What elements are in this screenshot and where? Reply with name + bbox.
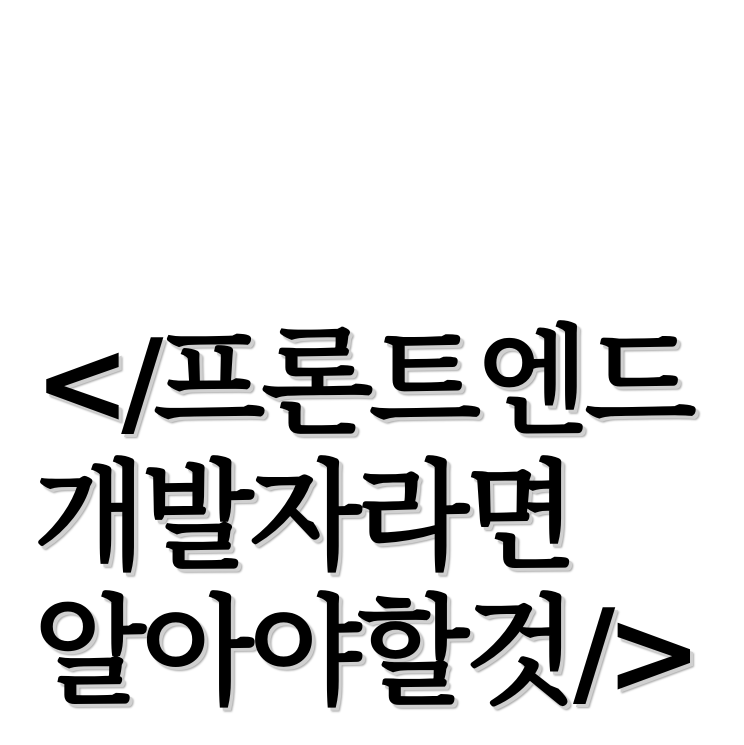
title-line-3 xyxy=(34,583,710,723)
title-line-1 xyxy=(34,313,710,453)
title-word-frontend: 프론트엔드 xyxy=(153,313,693,451)
title-line-2 xyxy=(34,448,710,588)
title-block xyxy=(34,313,724,723)
open-tag-bracket: </ xyxy=(34,313,154,451)
title-word-developer: 개발자라면 xyxy=(34,448,573,586)
close-tag-bracket: /> xyxy=(572,583,693,721)
title-word-must-know: 알아야할것 xyxy=(34,583,573,721)
